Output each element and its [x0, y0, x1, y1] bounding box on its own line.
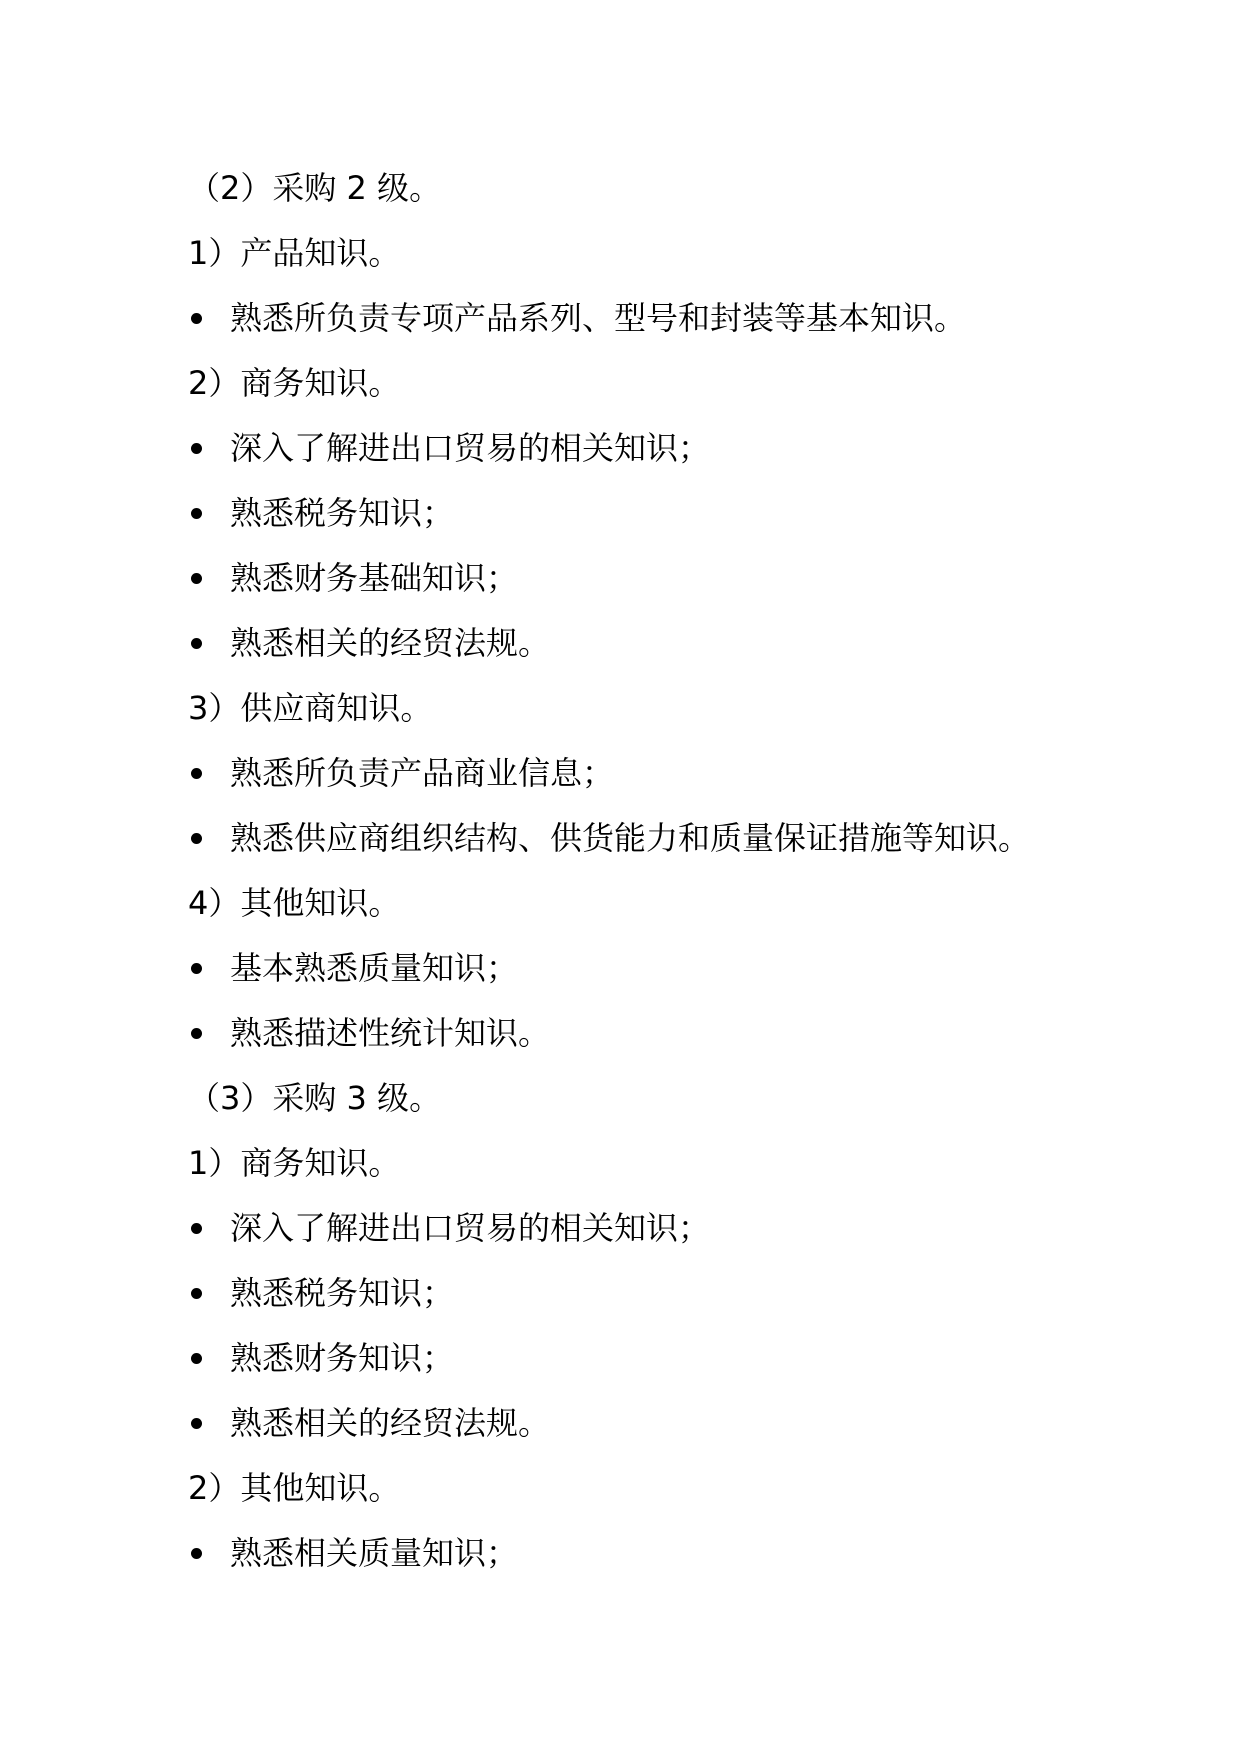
list-item — [188, 806, 1148, 871]
list-item — [188, 741, 1148, 806]
list-item-text: 熟悉相关质量知识； — [230, 1534, 519, 1572]
document-content — [188, 156, 1148, 1586]
subheading-product-knowledge: 1）产品知识。 — [188, 234, 401, 272]
subheading-other-knowledge: 4）其他知识。 — [188, 884, 401, 922]
list-item — [188, 1196, 1148, 1261]
bullet-icon — [191, 638, 202, 649]
list-item-text: 熟悉供应商组织结构、供货能力和质量保证措施等知识。 — [230, 819, 1031, 857]
bullet-icon — [191, 508, 202, 519]
section-heading-level-3: （3）采购 3 级。 — [188, 1079, 442, 1117]
subheading-business-knowledge: 1）商务知识。 — [188, 1144, 401, 1182]
list-item — [188, 1391, 1148, 1456]
subheading-supplier-knowledge: 3）供应商知识。 — [188, 689, 433, 727]
subheading-other-knowledge: 2）其他知识。 — [188, 1469, 401, 1507]
list-item-text: 熟悉税务知识； — [230, 494, 455, 532]
list-item-text: 熟悉财务基础知识； — [230, 559, 519, 597]
bullet-icon — [191, 1548, 202, 1559]
bullet-icon — [191, 963, 202, 974]
list-item-text: 基本熟悉质量知识； — [230, 949, 519, 987]
list-item-text: 深入了解进出口贸易的相关知识； — [230, 1209, 711, 1247]
list-item-text: 熟悉所负责产品商业信息； — [230, 754, 615, 792]
bullet-icon — [191, 833, 202, 844]
list-item — [188, 416, 1148, 481]
list-item-text: 熟悉税务知识； — [230, 1274, 455, 1312]
list-item-text: 熟悉描述性统计知识。 — [230, 1014, 551, 1052]
list-item-text: 熟悉财务知识； — [230, 1339, 455, 1377]
subheading-business-knowledge: 2）商务知识。 — [188, 364, 401, 402]
bullet-icon — [191, 443, 202, 454]
list-item-text: 熟悉相关的经贸法规。 — [230, 1404, 551, 1442]
list-item-text: 熟悉相关的经贸法规。 — [230, 624, 551, 662]
list-item — [188, 481, 1148, 546]
bullet-icon — [191, 1223, 202, 1234]
bullet-icon — [191, 573, 202, 584]
bullet-icon — [191, 1353, 202, 1364]
list-item — [188, 1261, 1148, 1326]
list-item-text: 深入了解进出口贸易的相关知识； — [230, 429, 711, 467]
list-item — [188, 936, 1148, 1001]
list-item — [188, 1001, 1148, 1066]
bullet-icon — [191, 1028, 202, 1039]
bullet-icon — [191, 1288, 202, 1299]
list-item-text: 熟悉所负责专项产品系列、型号和封装等基本知识。 — [230, 299, 967, 337]
section-heading-level-2: （2）采购 2 级。 — [188, 169, 442, 207]
bullet-icon — [191, 768, 202, 779]
list-item — [188, 1326, 1148, 1391]
list-item — [188, 546, 1148, 611]
list-item — [188, 286, 1148, 351]
list-item — [188, 611, 1148, 676]
bullet-icon — [191, 313, 202, 324]
list-item — [188, 1521, 1148, 1586]
bullet-icon — [191, 1418, 202, 1429]
